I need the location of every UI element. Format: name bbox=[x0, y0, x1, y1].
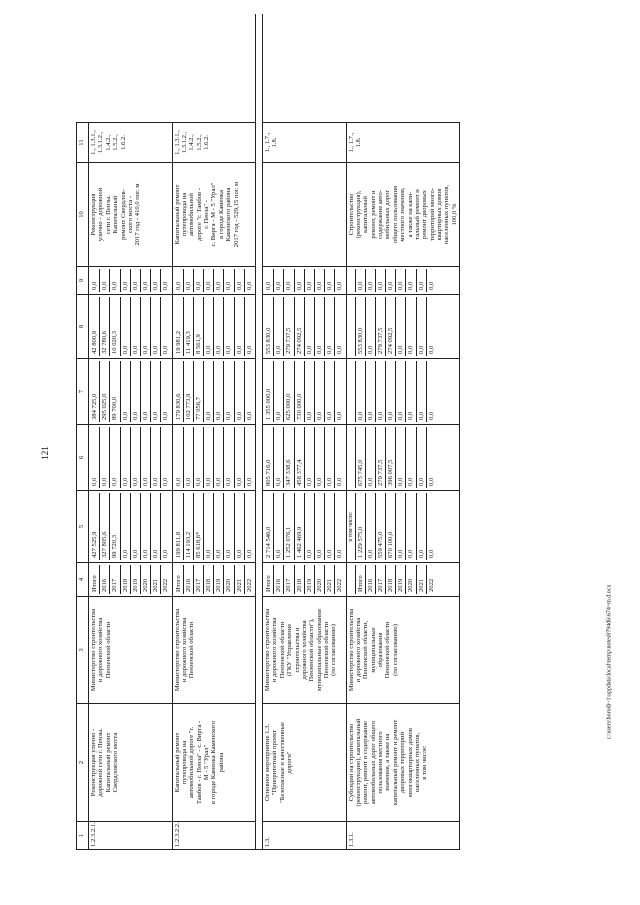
rotated-table-frame bbox=[76, 14, 596, 850]
value-cell: 0,0 bbox=[315, 361, 325, 422]
value-cell: 0,0 bbox=[214, 297, 224, 356]
value-cell: 0,0 bbox=[245, 549, 253, 558]
value-cell: 553 830,0 bbox=[356, 297, 366, 356]
value-cell: 11 419,3 bbox=[184, 297, 194, 356]
value-cell: 2017 bbox=[284, 565, 294, 594]
value-cell: 0,0 bbox=[325, 361, 335, 422]
value-cell: 0,0 bbox=[121, 427, 131, 488]
local-funding-cell bbox=[89, 295, 173, 359]
value-cell: 327 805,6 bbox=[100, 493, 110, 560]
column-number: 9 bbox=[77, 267, 89, 295]
blank-cell bbox=[172, 14, 256, 123]
blank-cell bbox=[89, 14, 173, 123]
value-cell: 2 714 546,0 bbox=[264, 493, 274, 560]
value-cell: 0,0 bbox=[336, 411, 344, 420]
total-funding-cell bbox=[346, 491, 460, 563]
value-cell: 0,0 bbox=[224, 297, 234, 356]
value-cell: 99 720,3 bbox=[110, 493, 120, 560]
value-cell: 0,0 bbox=[366, 427, 376, 488]
indicator-refs-cell: 1., 1.3.1., 1.3.1.2., 1.4.2., 1.5.2., 1.6.2. bbox=[89, 123, 173, 163]
page-number-text: 121 bbox=[40, 445, 50, 460]
value-cell: 0,0 bbox=[235, 269, 245, 292]
value-cell: 0,0 bbox=[162, 549, 170, 558]
value-cell: 0,0 bbox=[417, 269, 427, 292]
value-cell: 0,0 bbox=[204, 361, 214, 422]
footer-file-path bbox=[602, 0, 616, 905]
value-cell: 675 745,0 bbox=[356, 427, 366, 488]
value-cell: 0,0 bbox=[131, 361, 141, 422]
blank-column-header bbox=[77, 14, 89, 123]
value-cell: 0,0 bbox=[325, 427, 335, 488]
table-row bbox=[89, 14, 173, 850]
value-cell: 0,0 bbox=[121, 361, 131, 422]
value-cell: 0,0 bbox=[214, 269, 224, 292]
row-number-cell: 1.3.1. bbox=[346, 822, 460, 850]
value-cell: 0,0 bbox=[245, 345, 253, 354]
value-cell: 2019 bbox=[396, 565, 406, 594]
value-cell: 0,0 bbox=[366, 361, 376, 422]
value-cell: 2017 bbox=[376, 565, 386, 594]
value-cell: 2021 bbox=[417, 565, 427, 594]
value-cell: 0,0 bbox=[174, 427, 184, 488]
value-cell: 2016 bbox=[184, 565, 194, 594]
row-number-cell: 1.2.3.2.1. bbox=[89, 822, 173, 850]
value-cell: 347 338,6 bbox=[284, 427, 294, 488]
value-cell: 199 811,8 bbox=[174, 493, 184, 560]
federal-funding-cell bbox=[263, 425, 347, 491]
value-cell: 0,0 bbox=[336, 477, 344, 486]
value-cell: 0,0 bbox=[356, 361, 366, 422]
total-funding-cell bbox=[89, 491, 173, 563]
value-cell: 0,0 bbox=[131, 269, 141, 292]
value-cell: 396 007,5 bbox=[386, 427, 396, 488]
value-cell: 0,0 bbox=[214, 427, 224, 488]
value-cell: 2021 bbox=[325, 565, 335, 594]
value-cell: 0,0 bbox=[204, 427, 214, 488]
column-number: 1 bbox=[77, 822, 89, 850]
value-cell: 0,0 bbox=[204, 493, 214, 560]
rotated-table-container bbox=[76, 14, 596, 850]
value-cell: 0,0 bbox=[245, 411, 253, 420]
value-cell: 2022 bbox=[245, 578, 253, 592]
value-cell: 2016 bbox=[274, 565, 284, 594]
value-cell: 0,0 bbox=[245, 281, 253, 290]
value-cell: 0,0 bbox=[325, 297, 335, 356]
executor-cell: Министерство строительства и дорожного хозяйства Пензенской области bbox=[89, 597, 173, 704]
column-number: 10 bbox=[77, 163, 89, 267]
table-body bbox=[89, 14, 460, 850]
value-cell: 0,0 bbox=[406, 297, 416, 356]
value-cell: Итого bbox=[90, 565, 100, 594]
local-funding-cell bbox=[263, 295, 347, 359]
value-cell: 0,0 bbox=[224, 269, 234, 292]
table-row bbox=[172, 14, 256, 850]
table-row bbox=[346, 14, 460, 850]
value-cell: 2018 bbox=[386, 565, 396, 594]
column-number: 3 bbox=[77, 597, 89, 704]
value-cell: 625 000,0 bbox=[284, 361, 294, 422]
value-cell: 559 475,0 bbox=[376, 493, 386, 560]
value-cell: 0,0 bbox=[141, 427, 151, 488]
value-cell: 0,0 bbox=[396, 493, 406, 560]
value-cell: 0,0 bbox=[214, 493, 224, 560]
value-cell: 0,0 bbox=[406, 361, 416, 422]
measure-name-cell: Основное мероприятие 1.3. "Приоритетный проект "Безопасные и качественные дороги" bbox=[263, 704, 347, 822]
value-cell: 0,0 bbox=[162, 411, 170, 420]
value-cell: 2021 bbox=[235, 565, 245, 594]
other-funding-cell bbox=[172, 267, 256, 295]
value-cell: 0,0 bbox=[427, 345, 435, 354]
local-funding-cell bbox=[172, 295, 256, 359]
value-cell: 0,0 bbox=[141, 269, 151, 292]
value-cell: 670 100,0 bbox=[386, 493, 396, 560]
executor-cell: Министерство строительства и дорожного хозяйства Пензенской области bbox=[172, 597, 256, 704]
value-cell: Итого bbox=[356, 565, 366, 594]
value-cell: 0,0 bbox=[274, 361, 284, 422]
executor-cell: Министерство строительства и дорожного хозяйства Пензенской области, муниципальные образования Пензенской области (по согласованию) bbox=[346, 597, 460, 704]
value-cell: 2016 bbox=[366, 565, 376, 594]
page-number bbox=[40, 0, 50, 905]
value-cell: 2019 bbox=[214, 565, 224, 594]
value-cell: 1 462 469,9 bbox=[295, 493, 305, 560]
footer-path-text: c:\users\borodi~1\appdata\local\temp\notes8794d6\674~m.d.ocx bbox=[606, 584, 613, 740]
program-measures-table bbox=[76, 14, 460, 850]
value-cell: 0,0 bbox=[406, 269, 416, 292]
value-cell: 0,0 bbox=[336, 549, 344, 558]
value-cell: 0,0 bbox=[417, 297, 427, 356]
value-cell: 805 716,0 bbox=[264, 427, 274, 488]
value-cell: 0,0 bbox=[110, 269, 120, 292]
value-cell: 85 618,6* bbox=[194, 493, 204, 560]
value-cell: 274 092,5 bbox=[386, 297, 396, 356]
value-caption bbox=[348, 565, 356, 594]
value-cell: 0,0 bbox=[184, 427, 194, 488]
expected-result-cell: Реконструкция улично - дорожной сети г. Пензы. Капитальный ремонт Свердлов- ского моста - 2017 год - 410,0 пог. м bbox=[89, 163, 173, 267]
value-cell: 8 561,9 bbox=[194, 297, 204, 356]
value-cell: 0,0 bbox=[100, 269, 110, 292]
value-cell: 102 773,9 bbox=[184, 361, 194, 422]
value-cell: 0,0 bbox=[315, 493, 325, 560]
row-number-cell: 1.3. bbox=[263, 822, 347, 850]
value-cell: 2022 bbox=[427, 578, 435, 592]
executor-cell: Министерство строительства и дорожного хозяйства Пензенской области (ГКУ "Управление строительства и дорожного хозяйства Пензенской области"), муниципальные образования Пензенской области (по согласованию) bbox=[263, 597, 347, 704]
total-funding-cell bbox=[263, 491, 347, 563]
value-cell: 0,0 bbox=[162, 281, 170, 290]
value-cell: 0,0 bbox=[386, 361, 396, 422]
value-cell: 0,0 bbox=[151, 361, 161, 422]
value-cell: 42 800,9 bbox=[90, 297, 100, 356]
value-cell: 0,0 bbox=[427, 411, 435, 420]
value-cell: 0,0 bbox=[366, 493, 376, 560]
years-cell bbox=[172, 563, 256, 597]
value-cell: 0,0 bbox=[204, 269, 214, 292]
regional-funding-cell bbox=[172, 359, 256, 425]
measure-name-cell: Субсидии на строительство (реконструкцию), капитальный ремонт, ремонт и содержание автомобильных дорог общего пользования местного значения, а также на капитальный ремонт и ремонт дворовых территорий многоквартирных домов населенных пунктов, в том числе: bbox=[346, 704, 460, 822]
value-cell: 0,0 bbox=[406, 427, 416, 488]
value-cell: 0,0 bbox=[396, 361, 406, 422]
value-cell: 2019 bbox=[131, 565, 141, 594]
value-cell: 0,0 bbox=[305, 297, 315, 356]
value-cell: 0,0 bbox=[325, 493, 335, 560]
regional-funding-cell bbox=[89, 359, 173, 425]
value-cell: 0,0 bbox=[376, 361, 386, 422]
value-cell: 0,0 bbox=[151, 297, 161, 356]
value-cell: 0,0 bbox=[141, 361, 151, 422]
total-funding-cell bbox=[172, 491, 256, 563]
other-funding-cell bbox=[89, 267, 173, 295]
value-cell: 0,0 bbox=[224, 493, 234, 560]
value-cell: 0,0 bbox=[121, 493, 131, 560]
value-caption bbox=[348, 297, 356, 356]
value-cell: 2021 bbox=[151, 565, 161, 594]
value-cell: 0,0 bbox=[224, 427, 234, 488]
regional-funding-cell bbox=[263, 359, 347, 425]
value-cell: 0,0 bbox=[305, 269, 315, 292]
value-cell: 0,0 bbox=[274, 493, 284, 560]
value-cell: 279 737,5 bbox=[284, 297, 294, 356]
value-cell: 0,0 bbox=[396, 297, 406, 356]
regional-funding-cell bbox=[346, 359, 460, 425]
measure-name-cell: Реконструкция улично - дорожной сети г. Пензы. Капитальный ремонт Свердловского моста bbox=[89, 704, 173, 822]
value-cell: 0,0 bbox=[427, 477, 435, 486]
value-cell: 0,0 bbox=[235, 297, 245, 356]
expected-result-cell: Капитальный ремонт путепровода на автомобильной дороге "г. Тамбов - г. Пенза" - с. Вирга - М - 5 "Урал" в городе Каменка Каменского района 2017 год - 529,15 пог. м bbox=[172, 163, 256, 267]
value-cell: 0,0 bbox=[305, 361, 315, 422]
value-cell: 279 737,5 bbox=[376, 427, 386, 488]
value-cell: Итого bbox=[264, 565, 274, 594]
value-caption: в том числе: bbox=[348, 493, 356, 560]
years-cell bbox=[89, 563, 173, 597]
blank-cell bbox=[346, 14, 460, 123]
value-cell: 0,0 bbox=[204, 297, 214, 356]
value-cell: 2016 bbox=[100, 565, 110, 594]
value-cell: 0,0 bbox=[100, 427, 110, 488]
value-cell: 0,0 bbox=[194, 269, 204, 292]
expected-result-cell bbox=[263, 163, 347, 267]
value-cell: 2017 bbox=[194, 565, 204, 594]
value-cell: 730 000,0 bbox=[295, 361, 305, 422]
value-cell: 0,0 bbox=[427, 549, 435, 558]
value-cell: 77 056,7 bbox=[194, 361, 204, 422]
value-cell: 0,0 bbox=[151, 427, 161, 488]
value-cell: 0,0 bbox=[305, 493, 315, 560]
local-funding-cell bbox=[346, 295, 460, 359]
value-cell: 0,0 bbox=[295, 269, 305, 292]
value-cell: 1 355 000,0 bbox=[264, 361, 274, 422]
value-caption bbox=[348, 269, 356, 292]
value-cell: 0,0 bbox=[356, 269, 366, 292]
value-cell: 0,0 bbox=[121, 297, 131, 356]
value-cell: 2020 bbox=[315, 565, 325, 594]
value-cell: 0,0 bbox=[315, 269, 325, 292]
value-cell: 0,0 bbox=[376, 269, 386, 292]
value-cell: 0,0 bbox=[366, 269, 376, 292]
value-cell: 0,0 bbox=[417, 361, 427, 422]
value-cell: 0,0 bbox=[366, 297, 376, 356]
measure-name-cell: Капитальный ремонт путепровода на автомобильной дороге "г. Тамбов - г. Пенза" - с. Вирга - М - 5 "Урал" в городе Каменка Каменского района bbox=[172, 704, 256, 822]
value-cell: 1 229 575,0 bbox=[356, 493, 366, 560]
other-funding-cell bbox=[263, 267, 347, 295]
value-cell: 553 830,0 bbox=[264, 297, 274, 356]
value-cell: 1 252 076,1 bbox=[284, 493, 294, 560]
value-cell: 2022 bbox=[162, 578, 170, 592]
value-caption bbox=[348, 361, 356, 422]
value-cell: 0,0 bbox=[131, 427, 141, 488]
value-cell: 384 725,0 bbox=[90, 361, 100, 422]
column-number: 7 bbox=[77, 359, 89, 425]
other-funding-cell bbox=[346, 267, 460, 295]
value-caption bbox=[348, 427, 356, 488]
value-cell: 0,0 bbox=[427, 281, 435, 290]
value-cell: 32 780,6 bbox=[100, 297, 110, 356]
value-cell: 0,0 bbox=[245, 477, 253, 486]
value-cell: 0,0 bbox=[131, 493, 141, 560]
value-cell: 179 830,6 bbox=[174, 361, 184, 422]
table-row bbox=[263, 14, 347, 850]
value-cell: 2020 bbox=[141, 565, 151, 594]
indicator-refs-cell: 1., 1.3.1., 1.3.1.2., 1.4.2., 1.5.2., 1.6.2. bbox=[172, 123, 256, 163]
value-cell: 0,0 bbox=[386, 269, 396, 292]
value-cell: 0,0 bbox=[90, 269, 100, 292]
value-cell: 0,0 bbox=[284, 269, 294, 292]
value-cell: 0,0 bbox=[406, 493, 416, 560]
value-cell: 0,0 bbox=[336, 281, 344, 290]
value-cell: 0,0 bbox=[396, 269, 406, 292]
value-cell: 0,0 bbox=[274, 297, 284, 356]
value-cell: 2018 bbox=[121, 565, 131, 594]
value-cell: 2020 bbox=[224, 565, 234, 594]
value-cell: 0,0 bbox=[417, 427, 427, 488]
value-cell: 0,0 bbox=[396, 427, 406, 488]
column-number: 5 bbox=[77, 491, 89, 563]
value-cell: 0,0 bbox=[162, 477, 170, 486]
indicator-refs-cell: 1., 1.7., 1.8. bbox=[346, 123, 460, 163]
value-cell: 2020 bbox=[406, 565, 416, 594]
value-cell: 295 025,0 bbox=[100, 361, 110, 422]
value-cell: 0,0 bbox=[235, 361, 245, 422]
value-cell: 0,0 bbox=[305, 427, 315, 488]
section-spacer bbox=[256, 14, 263, 850]
value-cell: 0,0 bbox=[141, 493, 151, 560]
value-cell: 0,0 bbox=[110, 427, 120, 488]
value-cell: 0,0 bbox=[264, 269, 274, 292]
value-cell: 10 020,3 bbox=[110, 297, 120, 356]
value-cell: Итого bbox=[174, 565, 184, 594]
years-cell bbox=[346, 563, 460, 597]
blank-cell bbox=[263, 14, 347, 123]
value-cell: 0,0 bbox=[141, 297, 151, 356]
value-cell: 458 377,4 bbox=[295, 427, 305, 488]
value-cell: 0,0 bbox=[214, 361, 224, 422]
value-cell: 19 981,2 bbox=[174, 297, 184, 356]
value-cell: 0,0 bbox=[162, 345, 170, 354]
value-cell: 0,0 bbox=[151, 493, 161, 560]
value-cell: 0,0 bbox=[315, 297, 325, 356]
value-cell: 2022 bbox=[336, 578, 344, 592]
value-cell: 2018 bbox=[295, 565, 305, 594]
value-cell: 89 700,0 bbox=[110, 361, 120, 422]
column-number: 2 bbox=[77, 704, 89, 822]
federal-funding-cell bbox=[346, 425, 460, 491]
value-cell: 0,0 bbox=[235, 427, 245, 488]
value-cell: 0,0 bbox=[336, 345, 344, 354]
value-cell: 0,0 bbox=[131, 297, 141, 356]
value-cell: 114 193,2 bbox=[184, 493, 194, 560]
section-spacer-row bbox=[256, 14, 263, 850]
value-cell: 0,0 bbox=[325, 269, 335, 292]
value-cell: 427 525,9 bbox=[90, 493, 100, 560]
value-cell: 279 737,5 bbox=[376, 297, 386, 356]
value-cell: 0,0 bbox=[315, 427, 325, 488]
value-cell: 2017 bbox=[110, 565, 120, 594]
value-cell: 0,0 bbox=[235, 493, 245, 560]
expected-result-cell: Строительство (реконструкция), капитальный ремонт, ремонт и содержание авто- мобильных дорог общего пользования местного значения, а также на капи- тальный ремонт и ремонт дворовых территорий много- квартирных домов населенных пунктов, 100,0 % bbox=[346, 163, 460, 267]
column-number: 11 bbox=[77, 123, 89, 163]
value-cell: 0,0 bbox=[184, 269, 194, 292]
years-cell bbox=[263, 563, 347, 597]
value-cell: 0,0 bbox=[90, 427, 100, 488]
row-number-cell: 1.2.3.2.2. bbox=[172, 822, 256, 850]
value-cell: 0,0 bbox=[121, 269, 131, 292]
value-cell: 0,0 bbox=[151, 269, 161, 292]
value-cell: 0,0 bbox=[224, 361, 234, 422]
value-cell: 0,0 bbox=[417, 493, 427, 560]
column-number: 8 bbox=[77, 295, 89, 359]
indicator-refs-cell: 1., 1.7., 1.8. bbox=[263, 123, 347, 163]
federal-funding-cell bbox=[172, 425, 256, 491]
column-number: 4 bbox=[77, 563, 89, 597]
value-cell: 2019 bbox=[305, 565, 315, 594]
value-cell: 0,0 bbox=[194, 427, 204, 488]
column-number-row bbox=[77, 14, 89, 850]
federal-funding-cell bbox=[89, 425, 173, 491]
value-cell: 0,0 bbox=[174, 269, 184, 292]
value-cell: 2018 bbox=[204, 565, 214, 594]
column-number: 6 bbox=[77, 425, 89, 491]
value-cell: 274 092,5 bbox=[295, 297, 305, 356]
value-cell: 0,0 bbox=[274, 269, 284, 292]
value-cell: 0,0 bbox=[274, 427, 284, 488]
